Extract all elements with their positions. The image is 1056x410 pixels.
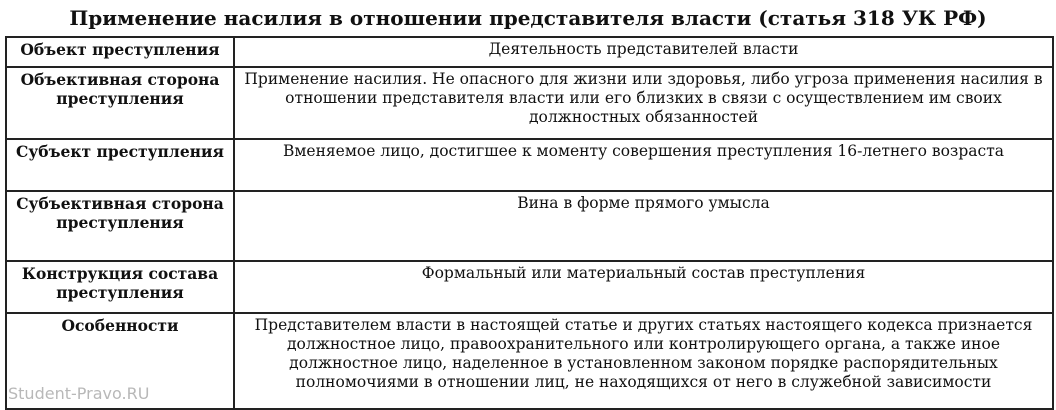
row-label: Объект преступления <box>6 37 234 67</box>
row-label: Конструкция состава преступления <box>6 261 234 313</box>
row-value: Формальный или материальный состав преступления <box>234 261 1053 313</box>
table-row-object <box>6 37 1053 67</box>
table-row-objective-side <box>6 67 1053 139</box>
crime-elements-table <box>5 36 1054 410</box>
row-label: Субъективная сторона преступления <box>6 191 234 261</box>
table-row-subjective-side <box>6 191 1053 261</box>
table-row-construction <box>6 261 1053 313</box>
row-value: Вменяемое лицо, достигшее к моменту совершения преступления 16-летнего возраста <box>234 139 1053 191</box>
row-label: Особенности <box>6 313 234 409</box>
row-label: Субъект преступления <box>6 139 234 191</box>
row-value: Вина в форме прямого умысла <box>234 191 1053 261</box>
row-value: Представителем власти в настоящей статье и других статьях настоящего кодекса признается должностное лицо, правоохранительного или контролирующего органа, а также иное должностное лицо, наделенное в установленном законом порядке распорядительных полномочиями в отношении лиц, не находящихся от него в служебной зависимости <box>234 313 1053 409</box>
row-label: Объективная сторона преступления <box>6 67 234 139</box>
row-value: Деятельность представителей власти <box>234 37 1053 67</box>
table-row-features <box>6 313 1053 409</box>
row-value: Применение насилия. Не опасного для жизни или здоровья, либо угроза применения насилия в отношении представителя власти или его близких в связи с осуществлением им своих должностных обязанностей <box>234 67 1053 139</box>
site-watermark: Student-Pravo.RU <box>8 384 150 403</box>
table-row-subject <box>6 139 1053 191</box>
page-title: Применение насилия в отношении представителя власти (статья 318 УК РФ) <box>69 6 987 30</box>
